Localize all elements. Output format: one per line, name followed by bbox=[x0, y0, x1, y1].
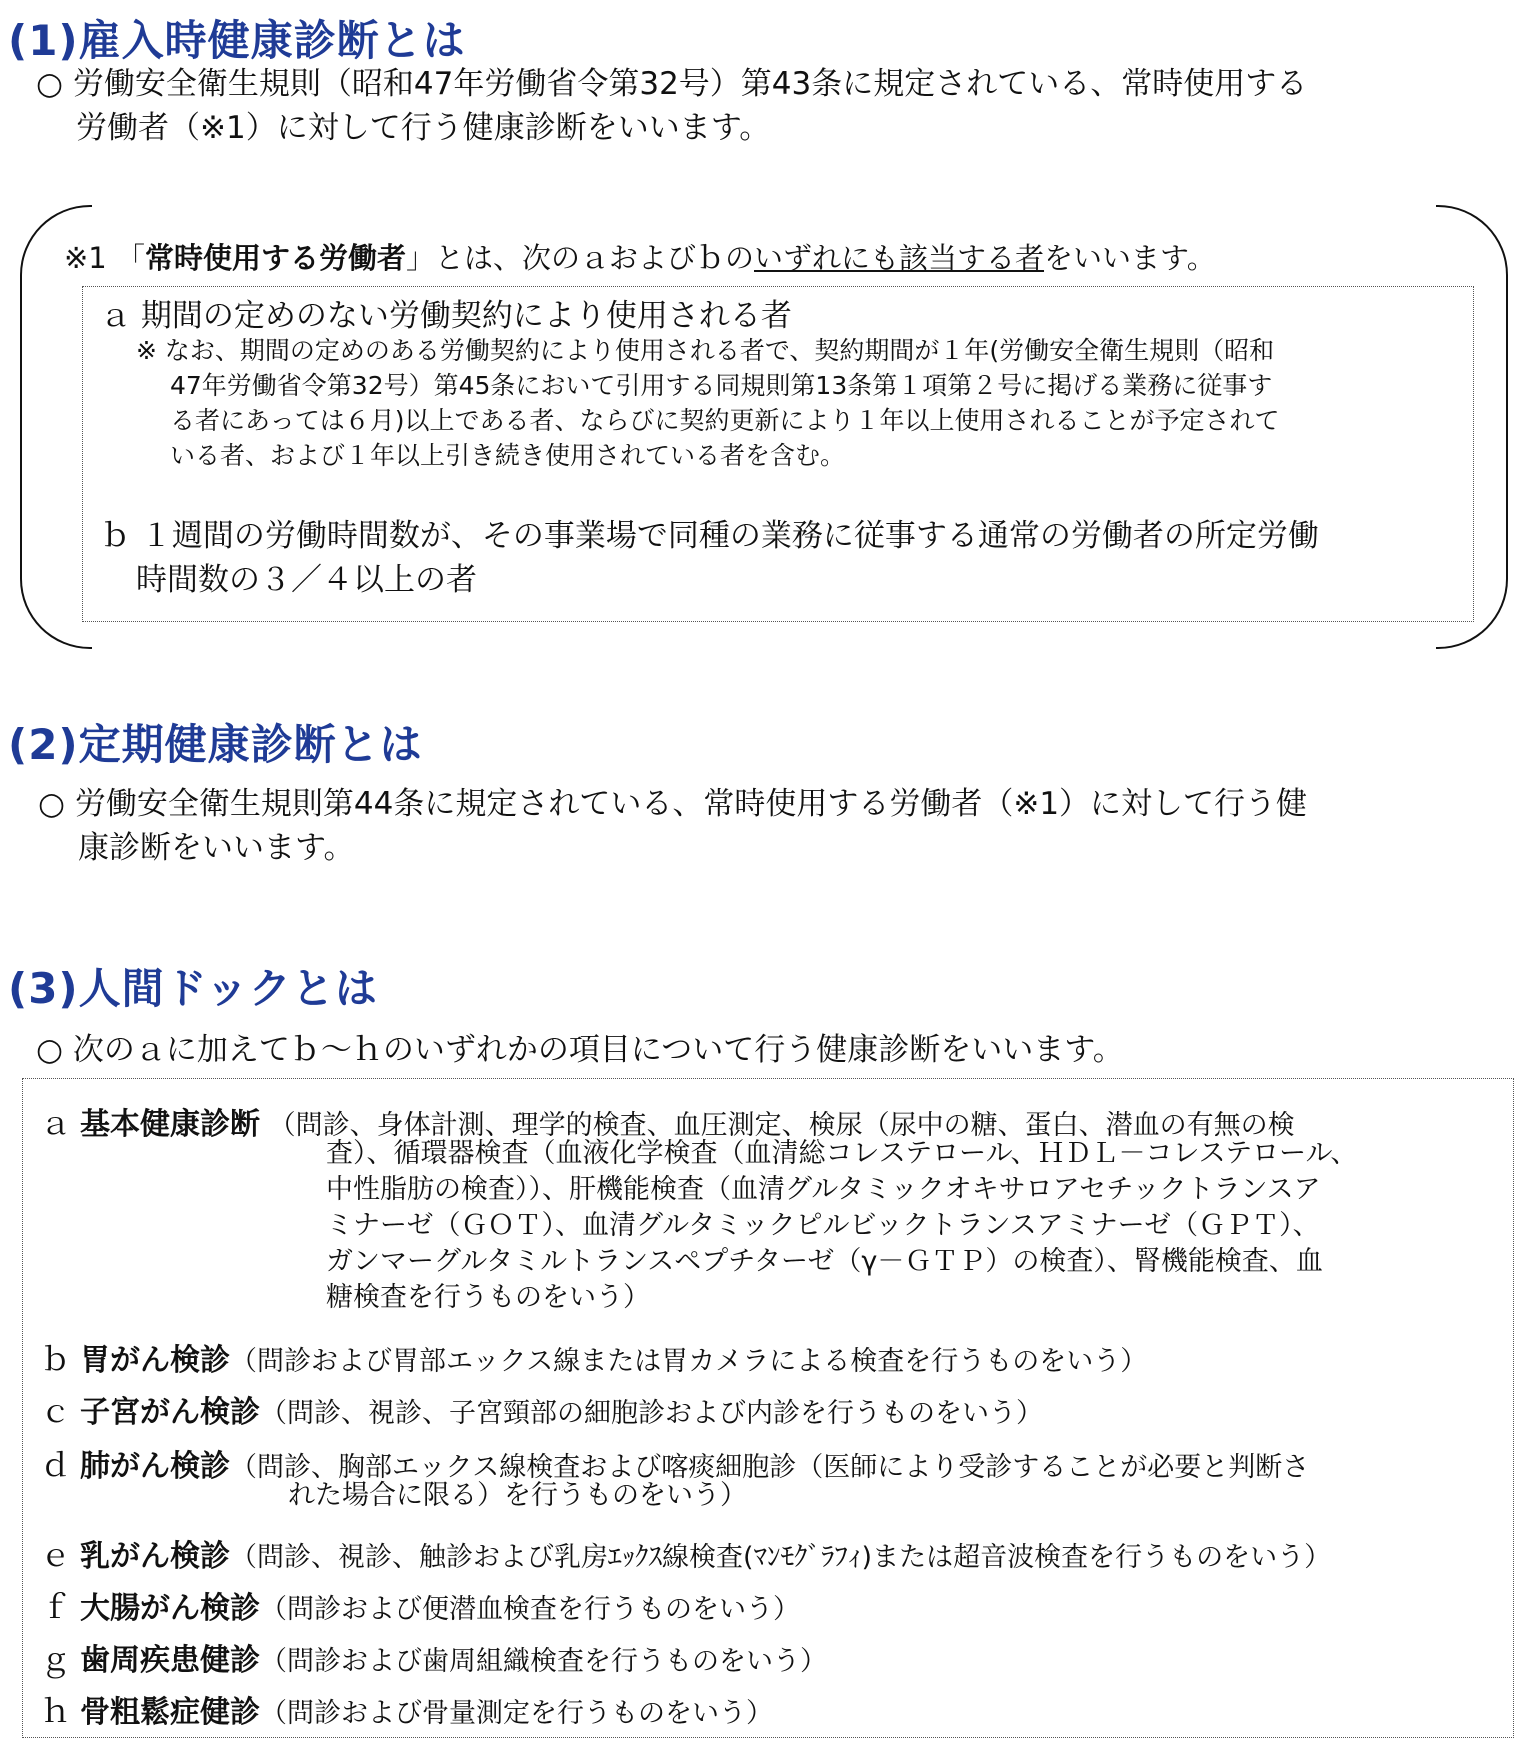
item-desc: （問診、視診、触診および乳房ｴｯｸｽ線検査(ﾏﾝﾓｸﾞﾗﾌｨ)または超音波検査を行うものをいう） bbox=[230, 1542, 1332, 1573]
item-desc: （問診および胃部エックス線または胃カメラによる検査を行うものをいう） bbox=[230, 1346, 1148, 1377]
item-name: 大腸がん検診 bbox=[80, 1591, 260, 1626]
item-a-cont-line: ミナーゼ（ＧＯＴ）、血清グルタミックピルビックトランスアミナーゼ（ＧＰＴ）、 bbox=[326, 1210, 1320, 1241]
item-name: 骨粗鬆症健診 bbox=[80, 1695, 260, 1730]
item-a-cont-line: ガンマーグルタミルトランスペプチターゼ（γ－ＧＴＰ）の検査）、腎機能検査、血 bbox=[326, 1246, 1323, 1277]
item-name: 子宮がん検診 bbox=[80, 1395, 260, 1430]
note-item-a-sub bbox=[136, 333, 1280, 473]
note-underlined: いずれにも該当する者 bbox=[754, 241, 1045, 275]
item-desc: （問診および骨量測定を行うものをいう） bbox=[260, 1698, 773, 1729]
section3-bullet: ○ 次のａに加えてｂ～ｈのいずれかの項目について行う健康診断をいいます。 bbox=[36, 1032, 1124, 1068]
item-a-cont-line: 中性脂肪の検査））、肝機能検査（血清グルタミックオキサロアセチックトランスア bbox=[326, 1174, 1321, 1205]
item-name: 胃がん検診 bbox=[80, 1343, 230, 1378]
item-desc: （問診および便潜血検査を行うものをいう） bbox=[260, 1594, 800, 1625]
item-name: 基本健康診断 bbox=[80, 1107, 260, 1142]
note-b-line2: 時間数の３／４以上の者 bbox=[136, 562, 477, 598]
note-suffix: をいいます。 bbox=[1044, 241, 1216, 275]
note-b-line1: ｂ １週間の労働時間数が、その事業場で同種の業務に従事する通常の労働者の所定労働 bbox=[100, 518, 1319, 554]
item-letter: ｅ bbox=[40, 1538, 71, 1574]
list-item-a-continuation bbox=[326, 1136, 1357, 1316]
item-letter: ｃ bbox=[40, 1394, 71, 1430]
section1-line2: 労働者（※1）に対して行う健康診断をいいます。 bbox=[76, 110, 771, 146]
list-item-f bbox=[40, 1582, 800, 1627]
item-desc: （問診、視診、子宮頸部の細胞診および内診を行うものをいう） bbox=[260, 1398, 1043, 1429]
list-item-g bbox=[40, 1634, 827, 1679]
note-a-sub-line4: いる者、および１年以上引き続き使用されている者を含む。 bbox=[170, 441, 846, 470]
item-d-cont-line: れた場合に限る）を行うものをいう） bbox=[288, 1480, 747, 1511]
section2-line2: 康診断をいいます。 bbox=[78, 830, 355, 866]
item-name: 肺がん検診 bbox=[80, 1449, 230, 1484]
item-a-cont-line: 査）、循環器検査（血液化学検査（血清総コレステロール、ＨＤＬ－コレステロール、 bbox=[326, 1138, 1358, 1169]
list-item-e bbox=[40, 1530, 1331, 1575]
note-middle: 」とは、次のａおよびｂの bbox=[405, 241, 754, 275]
item-letter: ｂ bbox=[40, 1342, 71, 1378]
section2-heading: (2)定期健康診断とは bbox=[8, 720, 423, 769]
section1-heading: (1)雇入時健康診断とは bbox=[8, 16, 466, 65]
section2-paragraph bbox=[38, 782, 1307, 870]
list-item-d-continuation bbox=[288, 1478, 747, 1514]
item-desc: （問診、身体計測、理学的検査、血圧測定、検尿（尿中の糖、蛋白、潜血の有無の検 bbox=[268, 1110, 1295, 1141]
note-a-sub-line3: る者にあっては６月)以上である者、ならびに契約更新により１年以上使用されることが予定されて bbox=[170, 406, 1280, 435]
item-a-cont-line: 糖検査を行うものをいう） bbox=[326, 1282, 650, 1313]
list-item-c bbox=[40, 1386, 1043, 1431]
note-term: 常時使用する労働者 bbox=[144, 241, 406, 275]
item-letter: ｇ bbox=[40, 1642, 71, 1678]
list-item-h bbox=[40, 1686, 773, 1731]
item-letter: ａ bbox=[40, 1106, 71, 1142]
section1-line1: ○ 労働安全衛生規則（昭和47年労働省令第32号）第43条に規定されている、常時使用する bbox=[36, 66, 1308, 102]
section1-paragraph bbox=[36, 62, 1307, 150]
note-item-b bbox=[100, 514, 1319, 602]
note-a-sub-line2: 47年労働省令第32号）第45条において引用する同規則第13条第１項第２号に掲げる業務に従事す bbox=[170, 371, 1273, 400]
list-item-b bbox=[40, 1334, 1147, 1379]
note-definition bbox=[64, 236, 1216, 277]
item-letter: ｈ bbox=[40, 1694, 71, 1730]
item-name: 歯周疾患健診 bbox=[80, 1643, 260, 1678]
note-prefix: ※1 「 bbox=[64, 241, 145, 275]
note-a-sub-line1: ※ なお、期間の定めのある労働契約により使用される者で、契約期間が１年(労働安全衛生規則（昭和 bbox=[136, 336, 1275, 365]
note-item-a: ａ 期間の定めのない労働契約により使用される者 bbox=[100, 298, 792, 334]
item-name: 乳がん検診 bbox=[80, 1539, 230, 1574]
item-letter: ｄ bbox=[40, 1448, 71, 1484]
item-desc: （問診、胸部エックス線検査および喀痰細胞診（医師により受診することが必要と判断さ bbox=[230, 1452, 1310, 1483]
item-desc: （問診および歯周組織検査を行うものをいう） bbox=[260, 1646, 827, 1677]
section2-line1: ○ 労働安全衛生規則第44条に規定されている、常時使用する労働者（※1）に対して行う健 bbox=[38, 786, 1308, 822]
section3-heading: (3)人間ドックとは bbox=[8, 964, 378, 1013]
item-letter: ｆ bbox=[40, 1590, 71, 1626]
